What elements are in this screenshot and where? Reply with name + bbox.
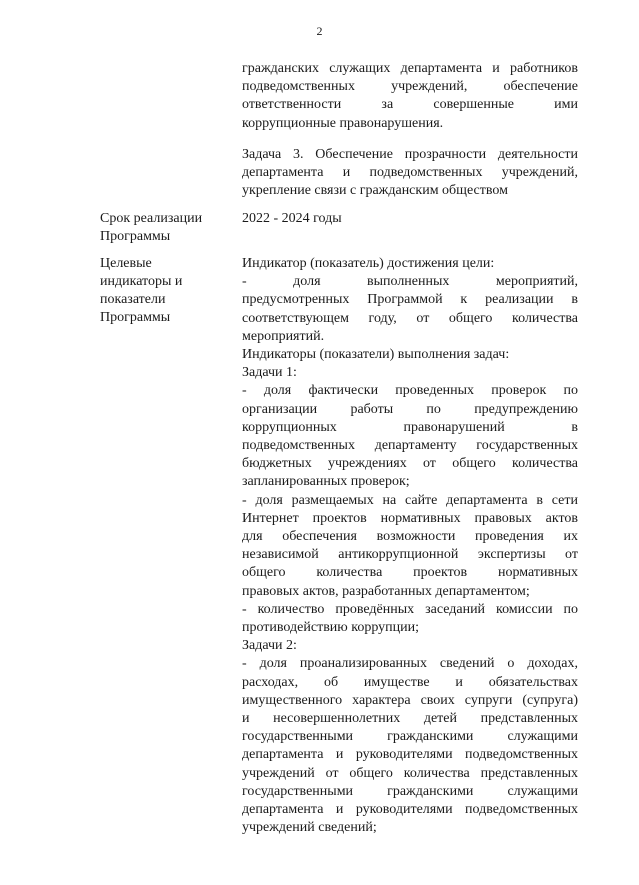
text-line: Интернет проектов нормативных правовых актов [242,510,578,526]
text-line: департамента и руководителями подведомственных [242,747,578,763]
text-line: Индикаторы (показатели) выполнения задач: [242,347,510,363]
label-line: Срок реализации [100,211,203,226]
text-line: подведомственных департаменту государственных [242,438,578,454]
text-line: организации работы по предупреждению [242,401,578,417]
text-line: запланированных проверок; [242,474,410,490]
label-line: Программы [100,310,171,325]
text-line: гражданских служащих департамента и работников [242,61,578,76]
text-line: бюджетных учреждениях от общего количества [242,456,578,472]
text-line: департамента и подведомственных учреждений, [242,165,578,181]
label-line: Программы [100,229,171,244]
text-line: департамента и руководителями подведомственных [242,802,578,818]
text-line: учреждений от общего количества представленных [242,765,578,781]
page-number: 2 [316,24,323,38]
text-line: предусмотренных Программой к реализации в [242,292,578,308]
text-line: общего количества проектов нормативных [242,565,578,581]
text-line: - доля проанализированных сведений о доходах, [242,656,578,672]
text-line: Задачи 2: [242,638,297,654]
label-line: Целевые [100,256,152,271]
label-line: индикаторы и [100,274,183,289]
text-line: ответственности за совершенные ими [242,97,578,113]
task-3-text [242,146,578,201]
text-line: мероприятий. [242,328,325,344]
text-line: расходах, об имуществе и обязательствах [242,674,578,690]
indicators-label [100,255,230,327]
label-line: показатели [100,292,166,307]
text-line: государственными гражданскими служащими [242,729,578,745]
text-line: учреждений сведений; [242,820,377,836]
text-line: - доля выполненных мероприятий, [242,274,578,290]
text-line: Индикатор (показатель) достижения цели: [242,256,495,271]
term-value [242,210,578,228]
text-line: Задача 3. Обеспечение прозрачности деятельности [242,147,578,162]
text-line: государственными гражданскими служащими [242,783,578,799]
text-line: для обеспечения возможности проведения их [242,529,578,545]
text-line: соответствующем году, от общего количества [242,310,578,326]
term-label [100,210,230,246]
indicators-text [242,255,578,838]
term-value-text: 2022 - 2024 годы [242,211,342,226]
text-line: подведомственных учреждений, обеспечение [242,79,578,95]
text-line: независимой антикоррупционной экспертизы от [242,547,578,563]
text-line: - количество проведённых заседаний комиссии по [242,601,578,617]
text-line: и несовершеннолетних детей представленных [242,711,578,727]
goal-continuation-text [242,60,578,133]
text-line: - доля фактически проведенных проверок по [242,383,578,399]
text-line: укрепление связи с гражданским обществом [242,183,508,199]
text-line: - доля размещаемых на сайте департамента в сети [242,492,578,508]
text-line: Задачи 1: [242,365,297,381]
text-line: правовых актов, разработанных департаментом; [242,583,530,599]
text-line: коррупционных правонарушений в [242,419,578,435]
text-line: коррупционные правонарушения. [242,115,444,131]
text-line: имущественного характера своих супруги (супруга) [242,692,578,708]
text-line: противодействию коррупции; [242,620,420,636]
